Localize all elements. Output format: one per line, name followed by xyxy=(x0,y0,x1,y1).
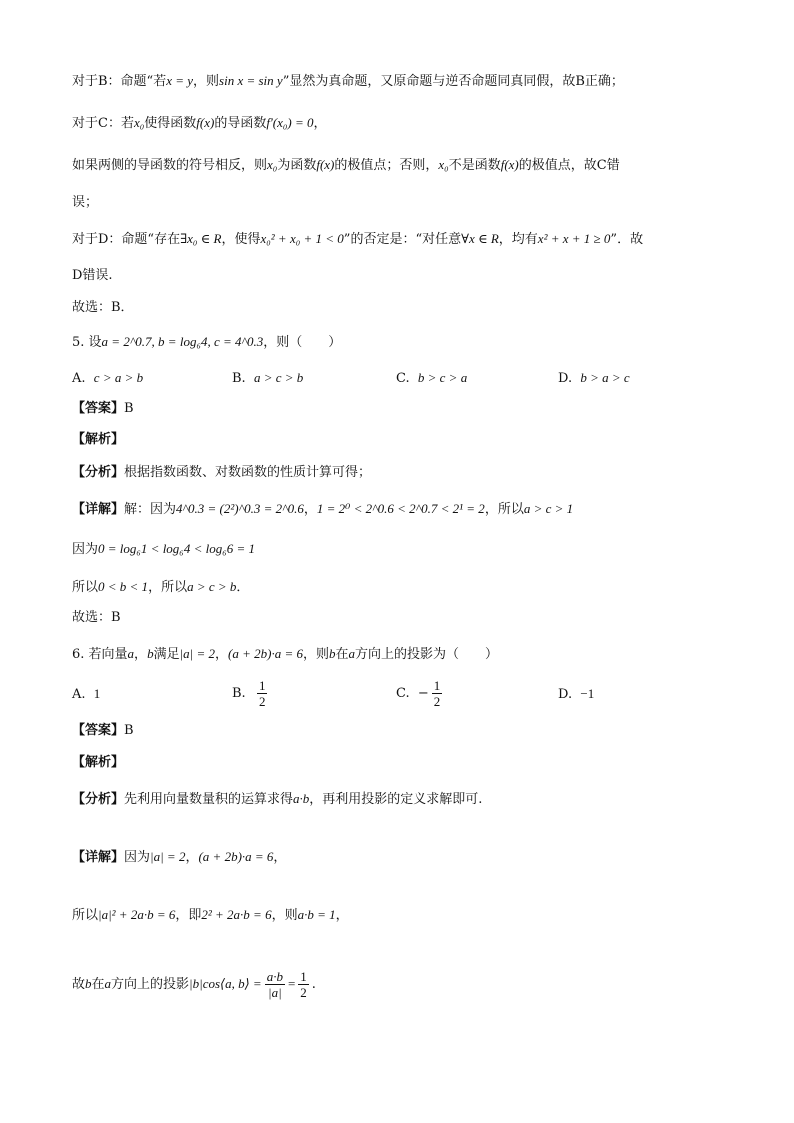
q6-stem-vector-a2: a xyxy=(348,646,355,661)
q6-analysis-tag: 【解析】 xyxy=(72,755,125,770)
q6-detail-1-math: |a| = 2 xyxy=(150,849,186,864)
q5-detail-1-math: 4^0.3 = (2²)^0.3 = 2^0.6 xyxy=(176,501,304,516)
q5-stem-prefix: 5. 设 xyxy=(72,335,102,350)
q5-detail-3-math: 0 < b < 1 xyxy=(98,579,149,594)
q6-stem-mid: 满足 xyxy=(153,647,180,662)
q6-option-a-label: A. xyxy=(72,687,86,702)
q4-b-text-3: ”显然为真命题，又原命题与逆否命题同真同假，故B正确； xyxy=(282,74,624,89)
q4-statement-c-cont xyxy=(72,156,620,175)
q6-stem-suffix: 方向上的投影为（ ） xyxy=(355,647,499,662)
q6-detail-3-end: . xyxy=(311,977,316,992)
q6-detail-2-mid: ，即 xyxy=(175,908,202,923)
q6-option-c-num: 1 xyxy=(433,678,441,693)
q4-b-condition: x = y xyxy=(166,73,194,88)
q4-d-text-4: ，均有 xyxy=(498,232,538,247)
q6-options xyxy=(72,678,712,718)
q6-stem-vector-b2: b xyxy=(328,646,336,661)
q5-option-b-text: a > c > b xyxy=(253,370,304,385)
q4-statement-c-end xyxy=(72,194,98,212)
q5-detail-1-text: 解：因为 xyxy=(124,502,177,517)
q4-c-text-4: ， xyxy=(313,116,327,131)
q6-fenxi-text-2: ，再利用投影的定义求解即可. xyxy=(309,792,483,807)
q6-stem-vector-b: b xyxy=(147,646,154,661)
q5-fenxi-text: 根据指数函数、对数函数的性质计算可得； xyxy=(124,465,372,480)
q4-c2-x0b: x₀ xyxy=(438,157,449,172)
q4-b-conclusion: sin x = sin y xyxy=(219,73,283,88)
q6-stem-mid2: ，则 xyxy=(302,647,329,662)
q6-stem-vector-a: a xyxy=(127,646,135,661)
q5-detail-3-mid: ，所以 xyxy=(148,580,188,595)
q4-c-text: 对于C：若 xyxy=(72,116,134,131)
q4-c-x0: x₀ xyxy=(133,115,145,130)
q5-answer-value: B xyxy=(124,401,134,416)
q6-detail-3-res-den: 2 xyxy=(300,985,307,1000)
q4-c2-text: 如果两侧的导函数的符号相反，则 xyxy=(72,158,268,173)
q6-detail-2-mid2: ，则 xyxy=(271,908,298,923)
q4-statement-c xyxy=(72,114,327,133)
q6-detail-2 xyxy=(72,906,349,925)
q4-d-forall: ∀x ∈ R xyxy=(461,231,499,246)
q5-analysis-tag: 【解析】 xyxy=(72,432,125,447)
q5-detail-1-text-3: ，所以 xyxy=(484,502,524,517)
q4-d-exist: ∃x₀ ∈ R xyxy=(180,231,222,246)
q5-detail-3-prefix: 所以 xyxy=(72,580,99,595)
q5-detail-2-math: 0 = log₆1 < log₆4 < log₆6 = 1 xyxy=(98,541,255,556)
q6-detail-3-prefix: 故 xyxy=(72,977,86,992)
q6-fenxi-text: 先利用向量数量积的运算求得 xyxy=(124,792,294,807)
q5-option-d-label: D. xyxy=(558,371,573,386)
q5-option-c-label: C. xyxy=(396,371,410,386)
q4-d-ineq2: x² + x + 1 ≥ 0 xyxy=(537,231,611,246)
q4-c2-x0: x₀ xyxy=(267,157,278,172)
q4-c-text-3: 的导函数 xyxy=(214,116,267,131)
q6-detail-3-mid2: 方向上的投影 xyxy=(111,977,190,992)
q6-option-c-label: C. xyxy=(396,686,410,701)
q6-stem-cond1: |a| = 2 xyxy=(179,646,215,661)
q6-detail-2-end: ， xyxy=(335,908,349,923)
q6-detail-3-frac-den: |a| xyxy=(268,985,282,1000)
q5-detail-3-math2: a > c > b xyxy=(187,579,237,594)
q6-option-b-den: 2 xyxy=(258,694,266,709)
q6-option-b-num: 1 xyxy=(258,678,266,693)
q5-stem-math: a = 2^0.7, b = log₆4, c = 4^0.3 xyxy=(101,334,264,349)
q6-option-c xyxy=(396,678,445,709)
q4-c3-text: 误； xyxy=(72,195,99,210)
q5-option-d xyxy=(558,370,630,386)
q5-option-c xyxy=(396,370,467,386)
q6-option-c-fraction xyxy=(432,678,443,709)
q6-detail-3-result xyxy=(298,969,309,1000)
q6-detail-1-text: 因为 xyxy=(124,850,151,865)
q6-stem-comma: ， xyxy=(134,647,148,662)
q4-choice-text: 故选：B． xyxy=(72,300,134,315)
q6-stem-cond2: (a + 2b)·a = 6 xyxy=(228,646,303,661)
q5-fenxi-tag: 【分析】 xyxy=(72,465,125,480)
q6-detail-1 xyxy=(72,848,286,867)
q4-b-text: 对于B：命题“若 xyxy=(72,74,167,89)
q5-options xyxy=(72,370,712,388)
q6-analysis xyxy=(72,754,124,772)
q6-detail-2-math3: a·b = 1 xyxy=(297,907,336,922)
q5-choice xyxy=(72,609,121,627)
q6-detail-1-text-3: ， xyxy=(273,850,287,865)
q6-stem-mid3: 在 xyxy=(335,647,349,662)
q6-detail-2-math2: 2² + 2a·b = 6 xyxy=(201,907,272,922)
q6-detail-3-mid: 在 xyxy=(91,977,105,992)
q4-c2-text-3: 的极值点；否则， xyxy=(334,158,439,173)
q6-detail-2-math: |a|² + 2a·b = 6 xyxy=(98,907,176,922)
q6-stem-comma2: ， xyxy=(215,647,229,662)
q6-option-c-den: 2 xyxy=(433,694,441,709)
q6-option-b xyxy=(232,678,270,709)
q4-c2-text-4: 不是函数 xyxy=(448,158,501,173)
q5-stem xyxy=(72,333,341,352)
q6-stem-prefix: 6. 若向量 xyxy=(72,647,128,662)
q6-detail-1-math2: (a + 2b)·a = 6 xyxy=(198,849,274,864)
q4-c2-text-5: 的极值点，故C错 xyxy=(518,158,620,173)
q6-stem xyxy=(72,645,498,664)
q6-detail-3-vector-b: b xyxy=(85,976,92,991)
q6-option-b-fraction xyxy=(257,678,268,709)
q6-option-a-text: 1 xyxy=(93,686,101,701)
q6-answer-tag: 【答案】 xyxy=(72,723,125,738)
q6-detail-2-prefix: 所以 xyxy=(72,908,99,923)
q4-c2-text-2: 为函数 xyxy=(277,158,317,173)
q4-c-fx: f(x) xyxy=(196,115,215,130)
q6-fenxi xyxy=(72,790,482,809)
q5-detail-1-math3: a > c > 1 xyxy=(523,501,574,516)
q5-detail-3-end: ． xyxy=(236,580,250,595)
q4-statement-b xyxy=(72,72,624,91)
q5-choice-text: 故选：B xyxy=(72,610,121,625)
q4-b-text-2: ，则 xyxy=(193,74,220,89)
q6-detail-3-res-num: 1 xyxy=(300,969,307,984)
q6-option-d-text: −1 xyxy=(580,686,595,701)
q5-detail-1 xyxy=(72,500,573,519)
q4-c2-fx: f(x) xyxy=(316,157,335,172)
q4-statement-d xyxy=(72,230,643,249)
q6-detail-3-frac-num: a·b xyxy=(266,969,283,984)
q4-d-text-2: ，使得 xyxy=(221,232,261,247)
q5-detail-1-text-2: ， xyxy=(303,502,317,517)
q5-option-a xyxy=(72,370,143,386)
q4-d-text: 对于D：命题“存在 xyxy=(72,232,181,247)
q5-fenxi xyxy=(72,464,371,482)
q4-c-derivative: f′(x₀) = 0 xyxy=(266,115,314,130)
q6-detail-1-text-2: ， xyxy=(185,850,199,865)
q5-detail-1-math2: 1 = 2⁰ < 2^0.6 < 2^0.7 < 2¹ = 2 xyxy=(316,501,485,516)
q6-option-c-sign: − xyxy=(417,686,429,701)
q6-detail-tag: 【详解】 xyxy=(72,850,125,865)
q6-option-d xyxy=(558,686,594,702)
q6-fenxi-math: a·b xyxy=(293,791,310,806)
q4-c2-fx2: f(x) xyxy=(500,157,519,172)
q5-detail-tag: 【详解】 xyxy=(72,502,125,517)
q6-detail-3-vector-a: a xyxy=(104,976,112,991)
q6-detail-3 xyxy=(72,964,316,1004)
q4-d-ineq: x₀² + x₀ + 1 < 0 xyxy=(260,231,344,246)
q6-answer xyxy=(72,722,134,740)
q5-option-d-text: b > a > c xyxy=(580,370,630,385)
q6-detail-3-eq: = xyxy=(287,976,296,991)
q4-d-text-3: ”的否定是：“对任意 xyxy=(343,232,462,247)
q6-detail-3-fraction xyxy=(265,969,285,1000)
q5-answer xyxy=(72,400,134,418)
q5-stem-suffix: ，则（ ） xyxy=(263,335,342,350)
q5-option-a-label: A. xyxy=(72,371,86,386)
q4-c-text-2: 使得函数 xyxy=(144,116,197,131)
q5-analysis xyxy=(72,431,124,449)
q5-option-a-text: c > a > b xyxy=(93,370,144,385)
q5-detail-3 xyxy=(72,578,249,597)
q4-choice xyxy=(72,299,134,317)
q6-option-d-label: D. xyxy=(558,687,573,702)
q5-answer-tag: 【答案】 xyxy=(72,401,125,416)
q6-option-b-label: B. xyxy=(232,686,246,701)
q4-d-text-5: ”．故 xyxy=(610,232,644,247)
q4-statement-d-end xyxy=(72,267,113,285)
q6-fenxi-tag: 【分析】 xyxy=(72,792,125,807)
q4-d2-text: D错误. xyxy=(72,268,113,283)
q6-detail-3-math: |b|cos⟨a, b⟩ = xyxy=(189,976,262,991)
q5-detail-2 xyxy=(72,540,255,559)
q5-option-b-label: B. xyxy=(232,371,246,386)
q6-option-a xyxy=(72,686,100,702)
q6-answer-value: B xyxy=(124,723,134,738)
q5-option-b xyxy=(232,370,303,386)
q5-option-c-text: b > c > a xyxy=(417,370,468,385)
q5-detail-2-prefix: 因为 xyxy=(72,542,99,557)
